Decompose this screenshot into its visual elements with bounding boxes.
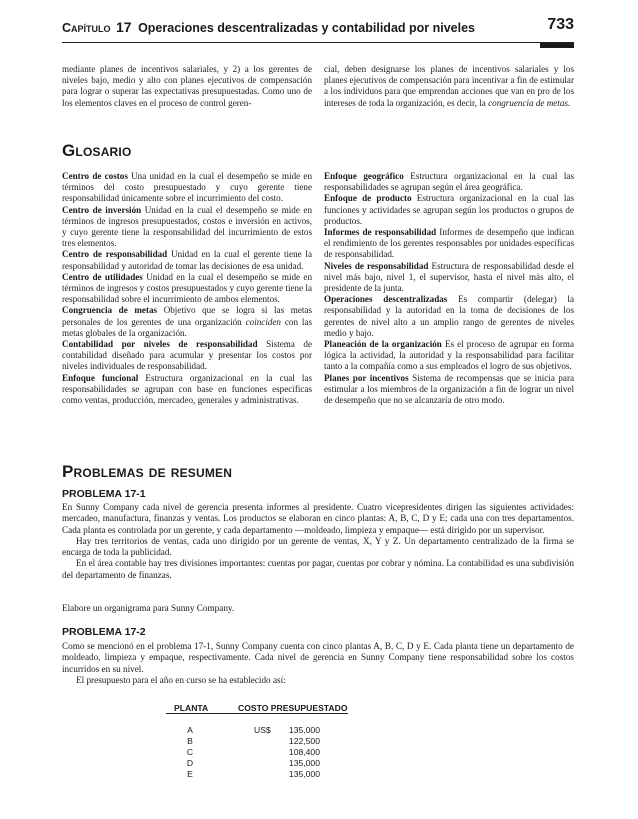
chapter-number: 17 — [116, 19, 132, 35]
page-header — [62, 14, 574, 42]
glossary-definition: Sistema de contabilidad diseñado para acumular y presentar los costos por niveles individuales de responsabilidad. — [62, 339, 312, 372]
glossary-term: Niveles de responsabilidad — [324, 260, 429, 271]
glossary-term: Planeación de la organización — [324, 339, 442, 350]
glossary-entry — [324, 261, 574, 295]
glossary-entry — [324, 294, 574, 339]
problems-heading: Problemas de resumen — [62, 462, 233, 481]
problem-paragraph: El presupuesto para el año en curso se ha establecido así: — [76, 674, 286, 685]
problem-paragraph: Hay tres territorios de ventas, cada uno dirigido por un gerente de ventas, X, Y y Z. Un departamento centralizado de la firma se encarga de toda la publicidad. — [62, 535, 574, 558]
glossary-entry — [324, 227, 574, 261]
budget-table — [166, 702, 348, 780]
amount-cell: 122,500 — [288, 736, 320, 746]
glossary-definition: Estructura organizacional en la cual las responsabilidades se agrupan con base en funciones específicas como ventas, producción, mercadeo, generales y administrativas. — [62, 372, 312, 406]
glossary-definition: Unidad en la cual el desempeño se mide en términos de ingresos y costos presupuestados y cuyo gerente tiene la responsabilidad sobre el incurrimiento de ambos elementos. — [62, 271, 312, 305]
problem-17-1-instruction: Elabore un organigrama para Sunny Company. — [62, 603, 235, 613]
amount-cell: 108,400 — [288, 747, 320, 757]
glossary-term: Enfoque geográfico — [324, 171, 404, 181]
glossary-term: Centro de costos — [62, 171, 128, 181]
glossary-definition-end: con las metas globales de la organización. — [62, 316, 312, 338]
glossary-definition: Sistema de recompensas que se inicia para estimular a los miembros de la organización a fin de lograr un nivel de desempeño que no se alcanzaría de otro modo. — [324, 372, 575, 406]
intro-right-end: . — [567, 97, 571, 108]
glossary-left-column — [62, 171, 312, 406]
glossary-emphasis: coinciden — [245, 316, 281, 327]
intro-right-emphasis: congruencia de metas — [488, 97, 568, 108]
budget-table-body — [166, 714, 348, 780]
header-rule-block — [540, 43, 574, 48]
glossary-definition: Unidad en la cual el gerente tiene la responsabilidad y autoridad de tomar las decisiones de esa unidad. — [62, 249, 312, 271]
page-number: 733 — [547, 16, 574, 33]
glossary-right-column — [324, 171, 574, 406]
amount-cell: 135,000 — [288, 758, 320, 768]
plant-cell: D — [186, 758, 194, 768]
glossary-term: Planes por incentivos — [324, 372, 409, 383]
glossary-entry — [62, 373, 312, 407]
table-row — [166, 725, 348, 736]
glossary-definition: Es compartir (delegar) la responsabilidad y la autoridad en la toma de decisiones de los gerentes de nivel alto a un amplio rango de gerentes de niveles medio y bajo. — [324, 294, 574, 338]
amount-cell: 135,000 — [288, 769, 320, 779]
glossary-entry — [62, 171, 312, 205]
glossary-entry — [62, 305, 312, 339]
table-row — [166, 736, 348, 747]
problem-17-2-body — [62, 641, 574, 686]
glossary-definition: Es el proceso de agrupar en forma lógica la actividad, la autoridad y la responsabilidad para facilitar tanto a la compañía como a sus empleados el logro de sus objetivos. — [324, 339, 575, 372]
glossary-definition: Objetivo que se logra si las metas personales de los gerentes de una organización — [62, 305, 312, 327]
glossary-definition: Estructura organizacional en la cual las funciones y actividades se agrupan según los productos o grupos de productos. — [324, 193, 574, 226]
problem-17-1-label: PROBLEMA 17-1 — [62, 488, 146, 500]
glossary-entry — [62, 272, 312, 306]
chapter-title-text: Operaciones descentralizadas y contabilidad por niveles — [138, 21, 476, 35]
glossary-entry — [324, 339, 574, 373]
glossary-entry — [324, 373, 574, 407]
chapter-title — [62, 19, 475, 35]
glossary-term: Centro de inversión — [62, 204, 142, 215]
intro-right-column — [324, 64, 574, 109]
plant-cell: C — [186, 747, 194, 757]
glossary-term: Congruencia de metas — [62, 305, 158, 316]
currency-cell: US$ — [254, 725, 271, 735]
glossary-definition: Estructura de responsabilidad desde el nivel más bajo, nivel 1, el supervisor, hasta el nivel más alto, el presidente de la junta. — [324, 260, 574, 294]
glossary-entry — [62, 249, 312, 271]
amount-cell: 135,000 — [288, 725, 320, 735]
budget-table-header — [166, 702, 348, 714]
glossary-term: Centro de utilidades — [62, 271, 143, 282]
glossary-entry — [324, 193, 574, 227]
glossary-definition: Unidad en la cual el desempeño se mide en términos de ingresos presupuestados, costos e inversión en activos, y cuyo gerente tiene la responsabilidad del incurrimiento de estos tres elementos. — [62, 204, 313, 249]
glossary-definition: Estructura organizacional en la cual las responsabilidades se agrupan según el área geográfica. — [324, 171, 574, 193]
problem-paragraph: En el área contable hay tres divisiones importantes: cuentas por pagar, cuentas por cobrar y nómina. La contabilidad es una subdivisión del departamento de finanzas. — [62, 558, 574, 580]
glossary-definition: Una unidad en la cual el desempeño se mide en términos del costo presupuestado y cuyo gerente tiene responsabilidad únicamente sobre el incurrimiento del costo. — [62, 171, 312, 204]
problem-paragraph: En Sunny Company cada nivel de gerencia presenta informes al presidente. Cuatro vicepresidentes dirigen las siguientes actividades: mercadeo, manufactura, finanzas y ventas. Los productos se elaboran en cinco plantas: A, B, C, D y E; cada una con tres departamentos. Cada planta es controlada por un gerente, y cada departamento —moldeado, limpieza y empaque— está dirigido por un supervisor. — [62, 502, 574, 535]
glossary-entry — [324, 171, 574, 193]
table-row — [166, 747, 348, 758]
intro-right-text: cial, deben designarse los planes de incentivos salariales y los planes ejecutivos de compensación para incentivar a fin de estimular a los individuos para que emprendan acciones que van en pro de los intereses de toda la organización, es decir, la — [324, 64, 574, 108]
glossary-term: Enfoque funcional — [62, 372, 139, 383]
header-rule — [62, 42, 574, 43]
glossary-term: Enfoque de producto — [324, 193, 412, 204]
problem-17-1-body — [62, 502, 574, 581]
problem-paragraph: Como se mencionó en el problema 17-1, Sunny Company cuenta con cinco plantas A, B, C, D y E. Cada planta tiene un departamento de moldeado, limpieza y empaque, respectivamente. Cada nivel de gerencia en Sunny Company tiene responsabilidad sobre los costos incurridos en su nivel. — [62, 641, 574, 674]
plant-cell: A — [187, 725, 193, 735]
table-row — [166, 758, 348, 769]
column-header-budget: COSTO PRESUPUESTADO — [238, 703, 348, 713]
intro-left-column: mediante planes de incentivos salariales, y 2) a los gerentes de niveles bajo, medio y alto con planes ejecutivos de compensación para lograr o superar las expectativas presupuestadas. Como uno de los elementos claves en el proceso de control geren- — [62, 64, 312, 108]
glossary-definition: Informes de desempeño que indican el rendimiento de los gerentes responsables por unidades específicas de responsabilidad. — [324, 227, 574, 260]
glossary-term: Centro de responsabilidad — [62, 249, 168, 260]
table-row — [166, 769, 348, 780]
glossary-term: Informes de responsabilidad — [324, 227, 437, 238]
plant-cell: B — [187, 736, 193, 746]
glossary-term: Contabilidad por niveles de responsabilidad — [62, 339, 258, 350]
glossary-term: Operaciones descentralizadas — [324, 294, 448, 305]
chapter-word: Capítulo — [62, 21, 111, 35]
glossary-entry — [62, 205, 312, 250]
glossary-entry — [62, 339, 312, 373]
glossary-heading: Glosario — [62, 141, 132, 160]
plant-cell: E — [187, 769, 193, 779]
column-header-plant: PLANTA — [174, 703, 209, 713]
problem-17-2-label: PROBLEMA 17-2 — [62, 626, 146, 638]
